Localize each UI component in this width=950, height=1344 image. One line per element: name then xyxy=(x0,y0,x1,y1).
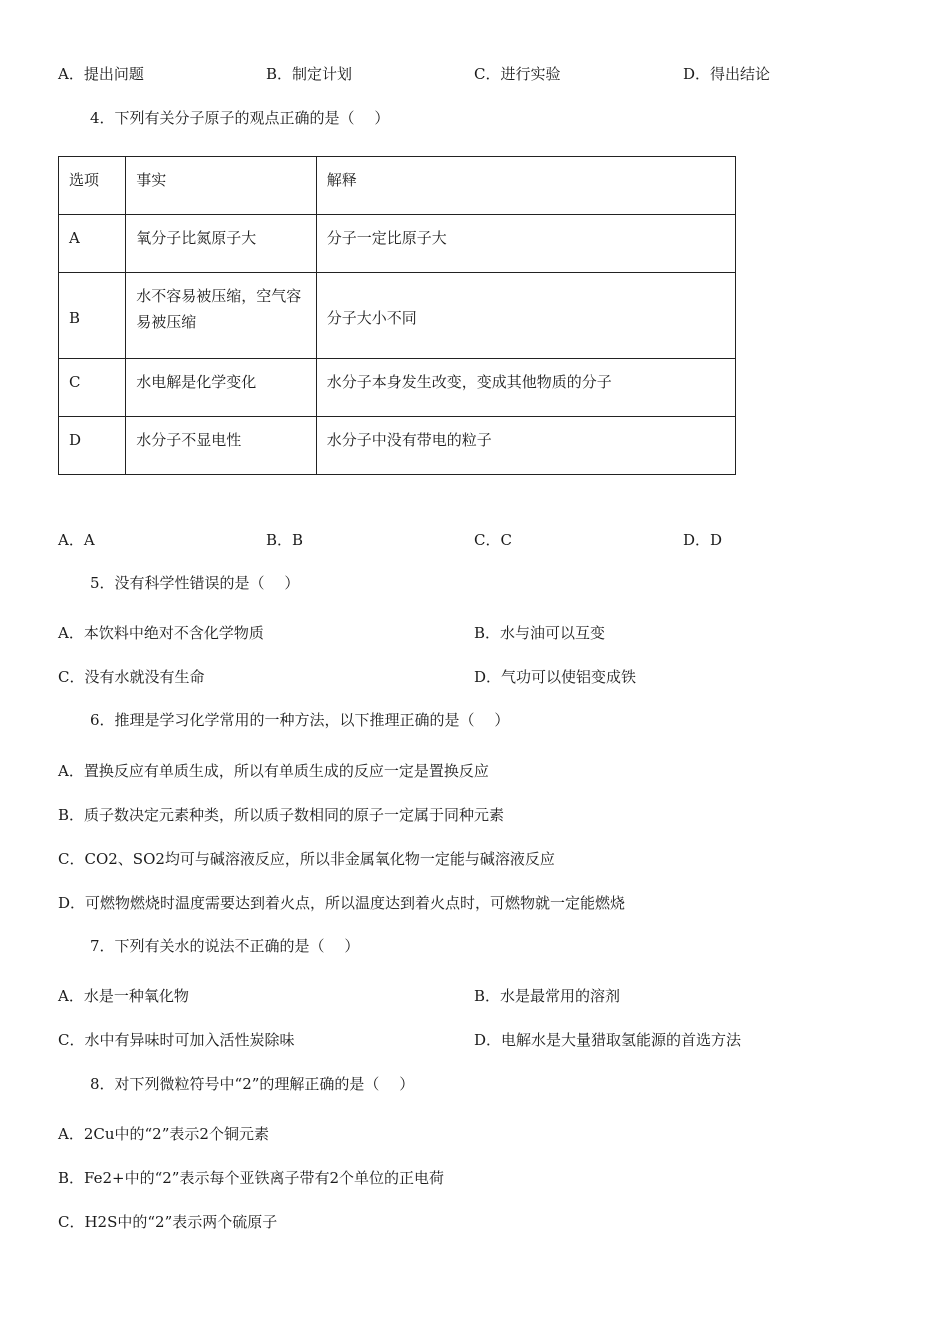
q8-option-c: C．H2S中的“2”表示两个硫原子 xyxy=(58,1213,278,1231)
q4-option-d: D．D xyxy=(683,531,723,549)
q7-option-b: B．水是最常用的溶剂 xyxy=(474,987,621,1005)
table-header-row xyxy=(59,157,736,215)
table-row xyxy=(59,273,736,359)
table-cell: B xyxy=(59,273,126,359)
q6-option-b: B．质子数决定元素种类，所以质子数相同的原子一定属于同种元素 xyxy=(58,806,505,824)
q6-option-c: C．CO2、SO2均可与碱溶液反应，所以非金属氧化物一定能与碱溶液反应 xyxy=(58,850,555,868)
q7-option-d: D．电解水是大量猎取氢能源的首选方法 xyxy=(474,1031,742,1049)
q8-option-a: A．2Cu中的“2”表示2个铜元素 xyxy=(58,1125,269,1143)
q8-stem: 8．对下列微粒符号中“2”的理解正确的是（ ） xyxy=(90,1075,415,1093)
q6-option-a: A．置换反应有单质生成，所以有单质生成的反应一定是置换反应 xyxy=(58,762,489,780)
q5-stem: 5．没有科学性错误的是（ ） xyxy=(90,574,300,592)
q5-option-b: B．水与油可以互变 xyxy=(474,624,606,642)
q6-option-d: D．可燃物燃烧时温度需要达到着火点，所以温度达到着火点时，可燃物就一定能燃烧 xyxy=(58,894,626,912)
table-row xyxy=(59,417,736,475)
q4-stem: 4．下列有关分子原子的观点正确的是（ ） xyxy=(90,109,390,127)
q3-option-d: D．得出结论 xyxy=(683,65,771,83)
table-header-cell: 事实 xyxy=(126,157,317,215)
table-cell: 氧分子比氮原子大 xyxy=(126,215,317,273)
q4-option-c: C．C xyxy=(474,531,512,549)
q3-option-a: A．提出问题 xyxy=(58,65,144,83)
table-cell: A xyxy=(59,215,126,273)
q3-option-b: B．制定计划 xyxy=(266,65,353,83)
q7-stem: 7．下列有关水的说法不正确的是（ ） xyxy=(90,937,360,955)
table-header-cell: 选项 xyxy=(59,157,126,215)
table-cell: D xyxy=(59,417,126,475)
q5-option-d: D．气功可以使铝变成铁 xyxy=(474,668,637,686)
q5-option-c: C．没有水就没有生命 xyxy=(58,668,205,686)
table-cell: 水分子中没有带电的粒子 xyxy=(316,417,735,475)
table-cell: 水不容易被压缩，空气容易被压缩 xyxy=(126,273,317,359)
q7-option-c: C．水中有异味时可加入活性炭除味 xyxy=(58,1031,295,1049)
table-header-cell: 解释 xyxy=(316,157,735,215)
table-cell: 分子一定比原子大 xyxy=(316,215,735,273)
q8-option-b: B．Fe2+中的“2”表示每个亚铁离子带有2个单位的正电荷 xyxy=(58,1169,445,1187)
table-cell: C xyxy=(59,359,126,417)
q5-option-a: A．本饮料中绝对不含化学物质 xyxy=(58,624,264,642)
table-row xyxy=(59,215,736,273)
q4-option-b: B．B xyxy=(266,531,304,549)
table-cell: 分子大小不同 xyxy=(316,273,735,359)
table-cell: 水分子本身发生改变，变成其他物质的分子 xyxy=(316,359,735,417)
q4-table xyxy=(58,156,736,475)
q4-option-a: A．A xyxy=(58,531,95,549)
table-row xyxy=(59,359,736,417)
q7-option-a: A．水是一种氧化物 xyxy=(58,987,189,1005)
table-cell: 水分子不显电性 xyxy=(126,417,317,475)
table-cell: 水电解是化学变化 xyxy=(126,359,317,417)
q3-option-c: C．进行实验 xyxy=(474,65,561,83)
q6-stem: 6．推理是学习化学常用的一种方法，以下推理正确的是（ ） xyxy=(90,711,510,729)
